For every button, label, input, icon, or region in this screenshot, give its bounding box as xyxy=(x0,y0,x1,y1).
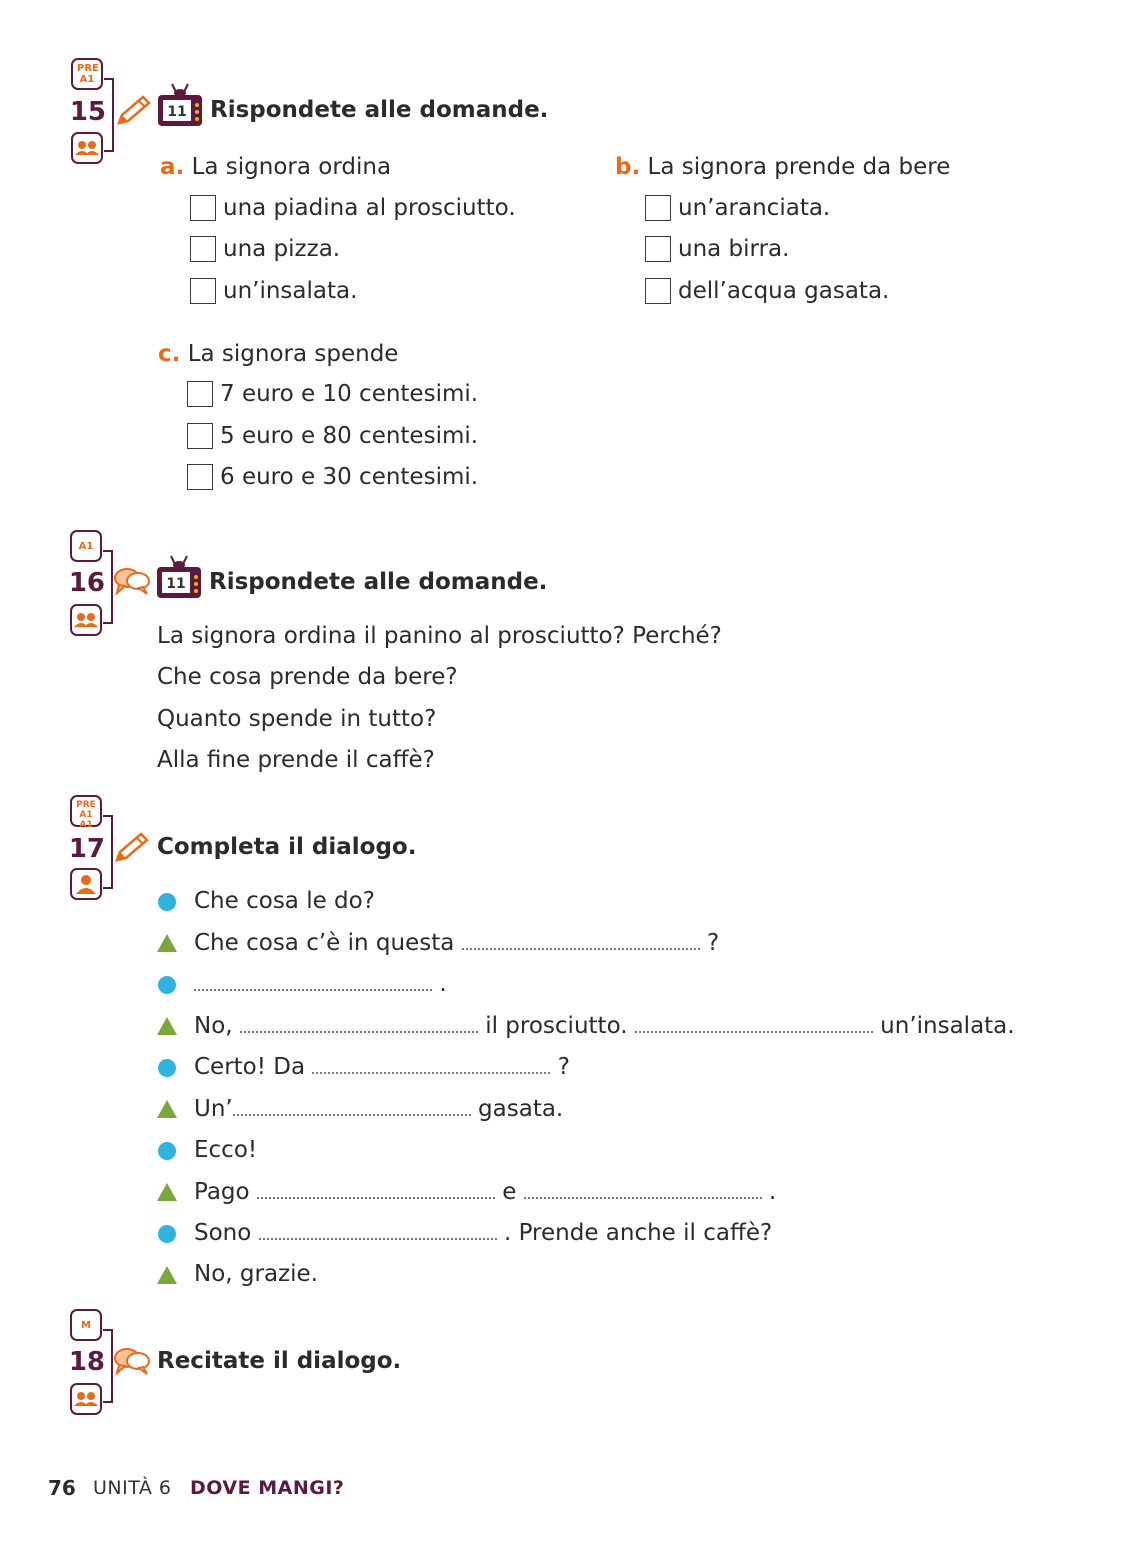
page-number: 76 xyxy=(48,1476,76,1500)
blank-input[interactable] xyxy=(524,1179,762,1199)
question-line: La signora ordina il panino al prosciutto? Perché? xyxy=(157,623,722,649)
speaker-a-circle-icon xyxy=(158,976,176,994)
pair-icon xyxy=(71,132,103,164)
exercise-number: 17 xyxy=(68,834,105,864)
speaker-b-triangle-icon xyxy=(157,1183,177,1201)
exercise-title: Rispondete alle domande. xyxy=(209,569,548,595)
pair-icon xyxy=(70,604,102,636)
question-line: Alla fine prende il caffè? xyxy=(157,747,435,773)
speaker-b-triangle-icon xyxy=(157,1100,177,1118)
question-c xyxy=(158,340,398,368)
dialog-line: Che cosa c’è in questa ? xyxy=(194,930,720,956)
pair-icon xyxy=(70,1383,102,1415)
question-line: Che cosa prende da bere? xyxy=(157,664,458,690)
checkbox[interactable] xyxy=(190,236,216,262)
question-b xyxy=(615,153,950,181)
blank-input[interactable] xyxy=(635,1013,873,1033)
exercise-title: Completa il dialogo. xyxy=(157,834,417,860)
speaker-b-triangle-icon xyxy=(157,934,177,952)
blank-input[interactable] xyxy=(259,1220,497,1240)
option-label: una piadina al prosciutto. xyxy=(223,195,516,221)
dialog-line: No, grazie. xyxy=(194,1261,318,1287)
dialog-line: Sono . Prende anche il caffè? xyxy=(194,1220,773,1246)
option-label: una pizza. xyxy=(223,236,341,262)
checkbox[interactable] xyxy=(645,195,671,221)
question-line: Quanto spende in tutto? xyxy=(157,706,437,732)
speaker-b-triangle-icon xyxy=(157,1266,177,1284)
checkbox[interactable] xyxy=(190,195,216,221)
exercise-number: 16 xyxy=(68,568,105,598)
option-label: 6 euro e 30 centesimi. xyxy=(220,464,479,490)
checkbox[interactable] xyxy=(187,381,213,407)
exercise-number: 18 xyxy=(68,1347,105,1377)
speaker-a-circle-icon xyxy=(158,1142,176,1160)
speech-bubbles-icon xyxy=(113,566,151,602)
dialog-line: . xyxy=(194,970,447,998)
person-icon xyxy=(70,868,102,900)
video-icon xyxy=(155,554,203,604)
option-label: una birra. xyxy=(678,236,790,262)
dialog-line: Che cosa le do? xyxy=(194,888,375,914)
unit-label: UNITÀ 6 xyxy=(93,1477,172,1499)
question-letter: a. xyxy=(160,154,185,180)
option-label: un’insalata. xyxy=(223,278,358,304)
question-text: La signora spende xyxy=(187,341,399,367)
dialog-line: Pago e . xyxy=(194,1179,777,1205)
question-text: La signora ordina xyxy=(191,154,392,180)
checkbox[interactable] xyxy=(645,236,671,262)
level-badge: M xyxy=(70,1309,102,1341)
blank-input[interactable] xyxy=(194,971,432,991)
dialog-line: No, il prosciutto. un’insalata. xyxy=(194,1013,1015,1039)
pencil-icon xyxy=(116,94,152,130)
question-text: La signora prende da bere xyxy=(647,154,951,180)
level-badge: PRE A1 xyxy=(71,58,103,90)
speaker-b-triangle-icon xyxy=(157,1017,177,1035)
level-badge: PRE A1 A1 xyxy=(70,795,102,827)
option-label: dell’acqua gasata. xyxy=(678,278,890,304)
svg-text:11: 11 xyxy=(167,104,187,120)
pencil-icon xyxy=(114,831,150,867)
checkbox[interactable] xyxy=(187,464,213,490)
speaker-a-circle-icon xyxy=(158,1225,176,1243)
dialog-line: Certo! Da ? xyxy=(194,1054,570,1080)
blank-input[interactable] xyxy=(233,1096,471,1116)
speech-bubbles-icon xyxy=(113,1346,151,1382)
level-badge: A1 xyxy=(70,530,102,562)
question-letter: c. xyxy=(158,341,181,367)
option-label: 7 euro e 10 centesimi. xyxy=(220,381,479,407)
blank-input[interactable] xyxy=(240,1013,478,1033)
dialog-line: Ecco! xyxy=(194,1137,258,1163)
dialog-line: Un’ gasata. xyxy=(194,1096,564,1122)
exercise-title: Recitate il dialogo. xyxy=(157,1348,402,1374)
checkbox[interactable] xyxy=(190,278,216,304)
svg-text:11: 11 xyxy=(166,576,186,592)
blank-input[interactable] xyxy=(462,930,700,950)
option-label: 5 euro e 80 centesimi. xyxy=(220,423,479,449)
exercise-number: 15 xyxy=(69,97,106,127)
speaker-a-circle-icon xyxy=(158,1059,176,1077)
blank-input[interactable] xyxy=(312,1054,550,1074)
speaker-a-circle-icon xyxy=(158,893,176,911)
unit-title: DOVE MANGI? xyxy=(190,1477,345,1499)
blank-input[interactable] xyxy=(257,1179,495,1199)
exercise-title: Rispondete alle domande. xyxy=(210,97,549,123)
question-letter: b. xyxy=(615,154,641,180)
checkbox[interactable] xyxy=(187,423,213,449)
option-label: un’aranciata. xyxy=(678,195,831,221)
video-icon xyxy=(156,82,204,132)
question-a xyxy=(160,153,391,181)
checkbox[interactable] xyxy=(645,278,671,304)
